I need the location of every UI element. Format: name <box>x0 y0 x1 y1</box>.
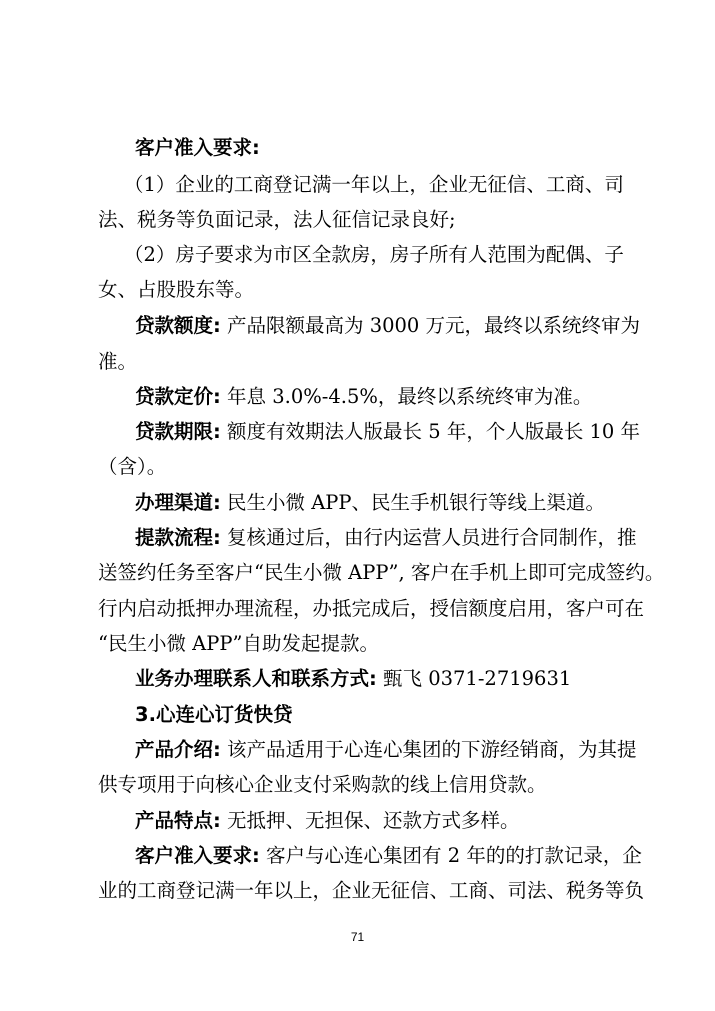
body-text: 准。 <box>98 350 138 373</box>
text-line <box>0 592 715 626</box>
body-text: 客户与心连心集团有 2 年的的打款记录，企 <box>259 844 642 867</box>
body-text: 行内启动抵押办理流程，办抵完成后，授信额度启用，客户可在 <box>98 597 645 620</box>
section-label: 贷款定价: <box>135 385 221 408</box>
section-label: 办理渠道: <box>135 491 221 514</box>
text-line <box>0 380 715 414</box>
text-line <box>0 309 715 343</box>
text-line <box>0 804 715 838</box>
text-line <box>0 450 715 484</box>
text-line <box>0 203 715 237</box>
text-line <box>0 521 715 555</box>
body-text: 供专项用于向核心企业支付采购款的线上信用贷款。 <box>98 773 547 796</box>
section-label: 客户准入要求: <box>135 844 260 867</box>
section-label: 业务办理联系人和联系方式: <box>135 667 377 690</box>
text-line <box>0 486 715 520</box>
section-label: 产品介绍: <box>135 738 221 761</box>
text-line <box>0 874 715 908</box>
body-text: 女、占股股东等。 <box>98 278 255 301</box>
body-text: 法、税务等负面记录，法人征信记录良好; <box>98 208 456 231</box>
body-text: （2）房子要求为市区全款房，房子所有人范围为配偶、子 <box>124 243 624 266</box>
section-label: 提款流程: <box>135 526 221 549</box>
body-text: 无抵押、无担保、还款方式多样。 <box>220 809 520 832</box>
text-line <box>0 556 715 590</box>
body-text: “民生小微 APP”自助发起提款。 <box>98 632 379 655</box>
body-text: 甄飞 0371-2719631 <box>376 667 572 690</box>
text-line <box>0 273 715 307</box>
section-label: 产品特点: <box>135 809 221 832</box>
text-line <box>0 415 715 449</box>
body-text: 年息 3.0%-4.5%，最终以系统终审为准。 <box>220 385 593 408</box>
body-text: （含）。 <box>98 455 167 478</box>
section-label: 客户准入要求: <box>135 136 260 159</box>
text-line <box>0 131 715 165</box>
text-line <box>0 698 715 732</box>
body-text: 产品限额最高为 3000 万元，最终以系统终审为 <box>220 314 641 337</box>
section-label: 贷款额度: <box>135 314 221 337</box>
body-text: 送签约任务至客户“民生小微 APP”, 客户在手机上即可完成签约。 <box>98 561 665 584</box>
body-text: 民生小微 APP、民生手机银行等线上渠道。 <box>220 491 606 514</box>
text-line <box>0 168 715 202</box>
body-text: （1）企业的工商登记满一年以上，企业无征信、工商、司 <box>124 173 624 196</box>
body-text: 额度有效期法人版最长 5 年，个人版最长 10 年 <box>220 420 641 443</box>
text-line <box>0 733 715 767</box>
section-label: 贷款期限: <box>135 420 221 443</box>
section-heading: 3.心连心订货快贷 <box>135 703 293 726</box>
text-line <box>0 768 715 802</box>
text-line <box>0 627 715 661</box>
body-text: 该产品适用于心连心集团的下游经销商，为其提 <box>220 738 637 761</box>
body-text: 业的工商登记满一年以上，企业无征信、工商、司法、税务等负 <box>98 879 645 902</box>
text-line <box>0 839 715 873</box>
body-text: 复核通过后，由行内运营人员进行合同制作，推 <box>220 526 637 549</box>
text-line <box>0 238 715 272</box>
text-line <box>0 662 715 696</box>
text-line <box>0 345 715 379</box>
page-number: 71 <box>350 930 365 944</box>
